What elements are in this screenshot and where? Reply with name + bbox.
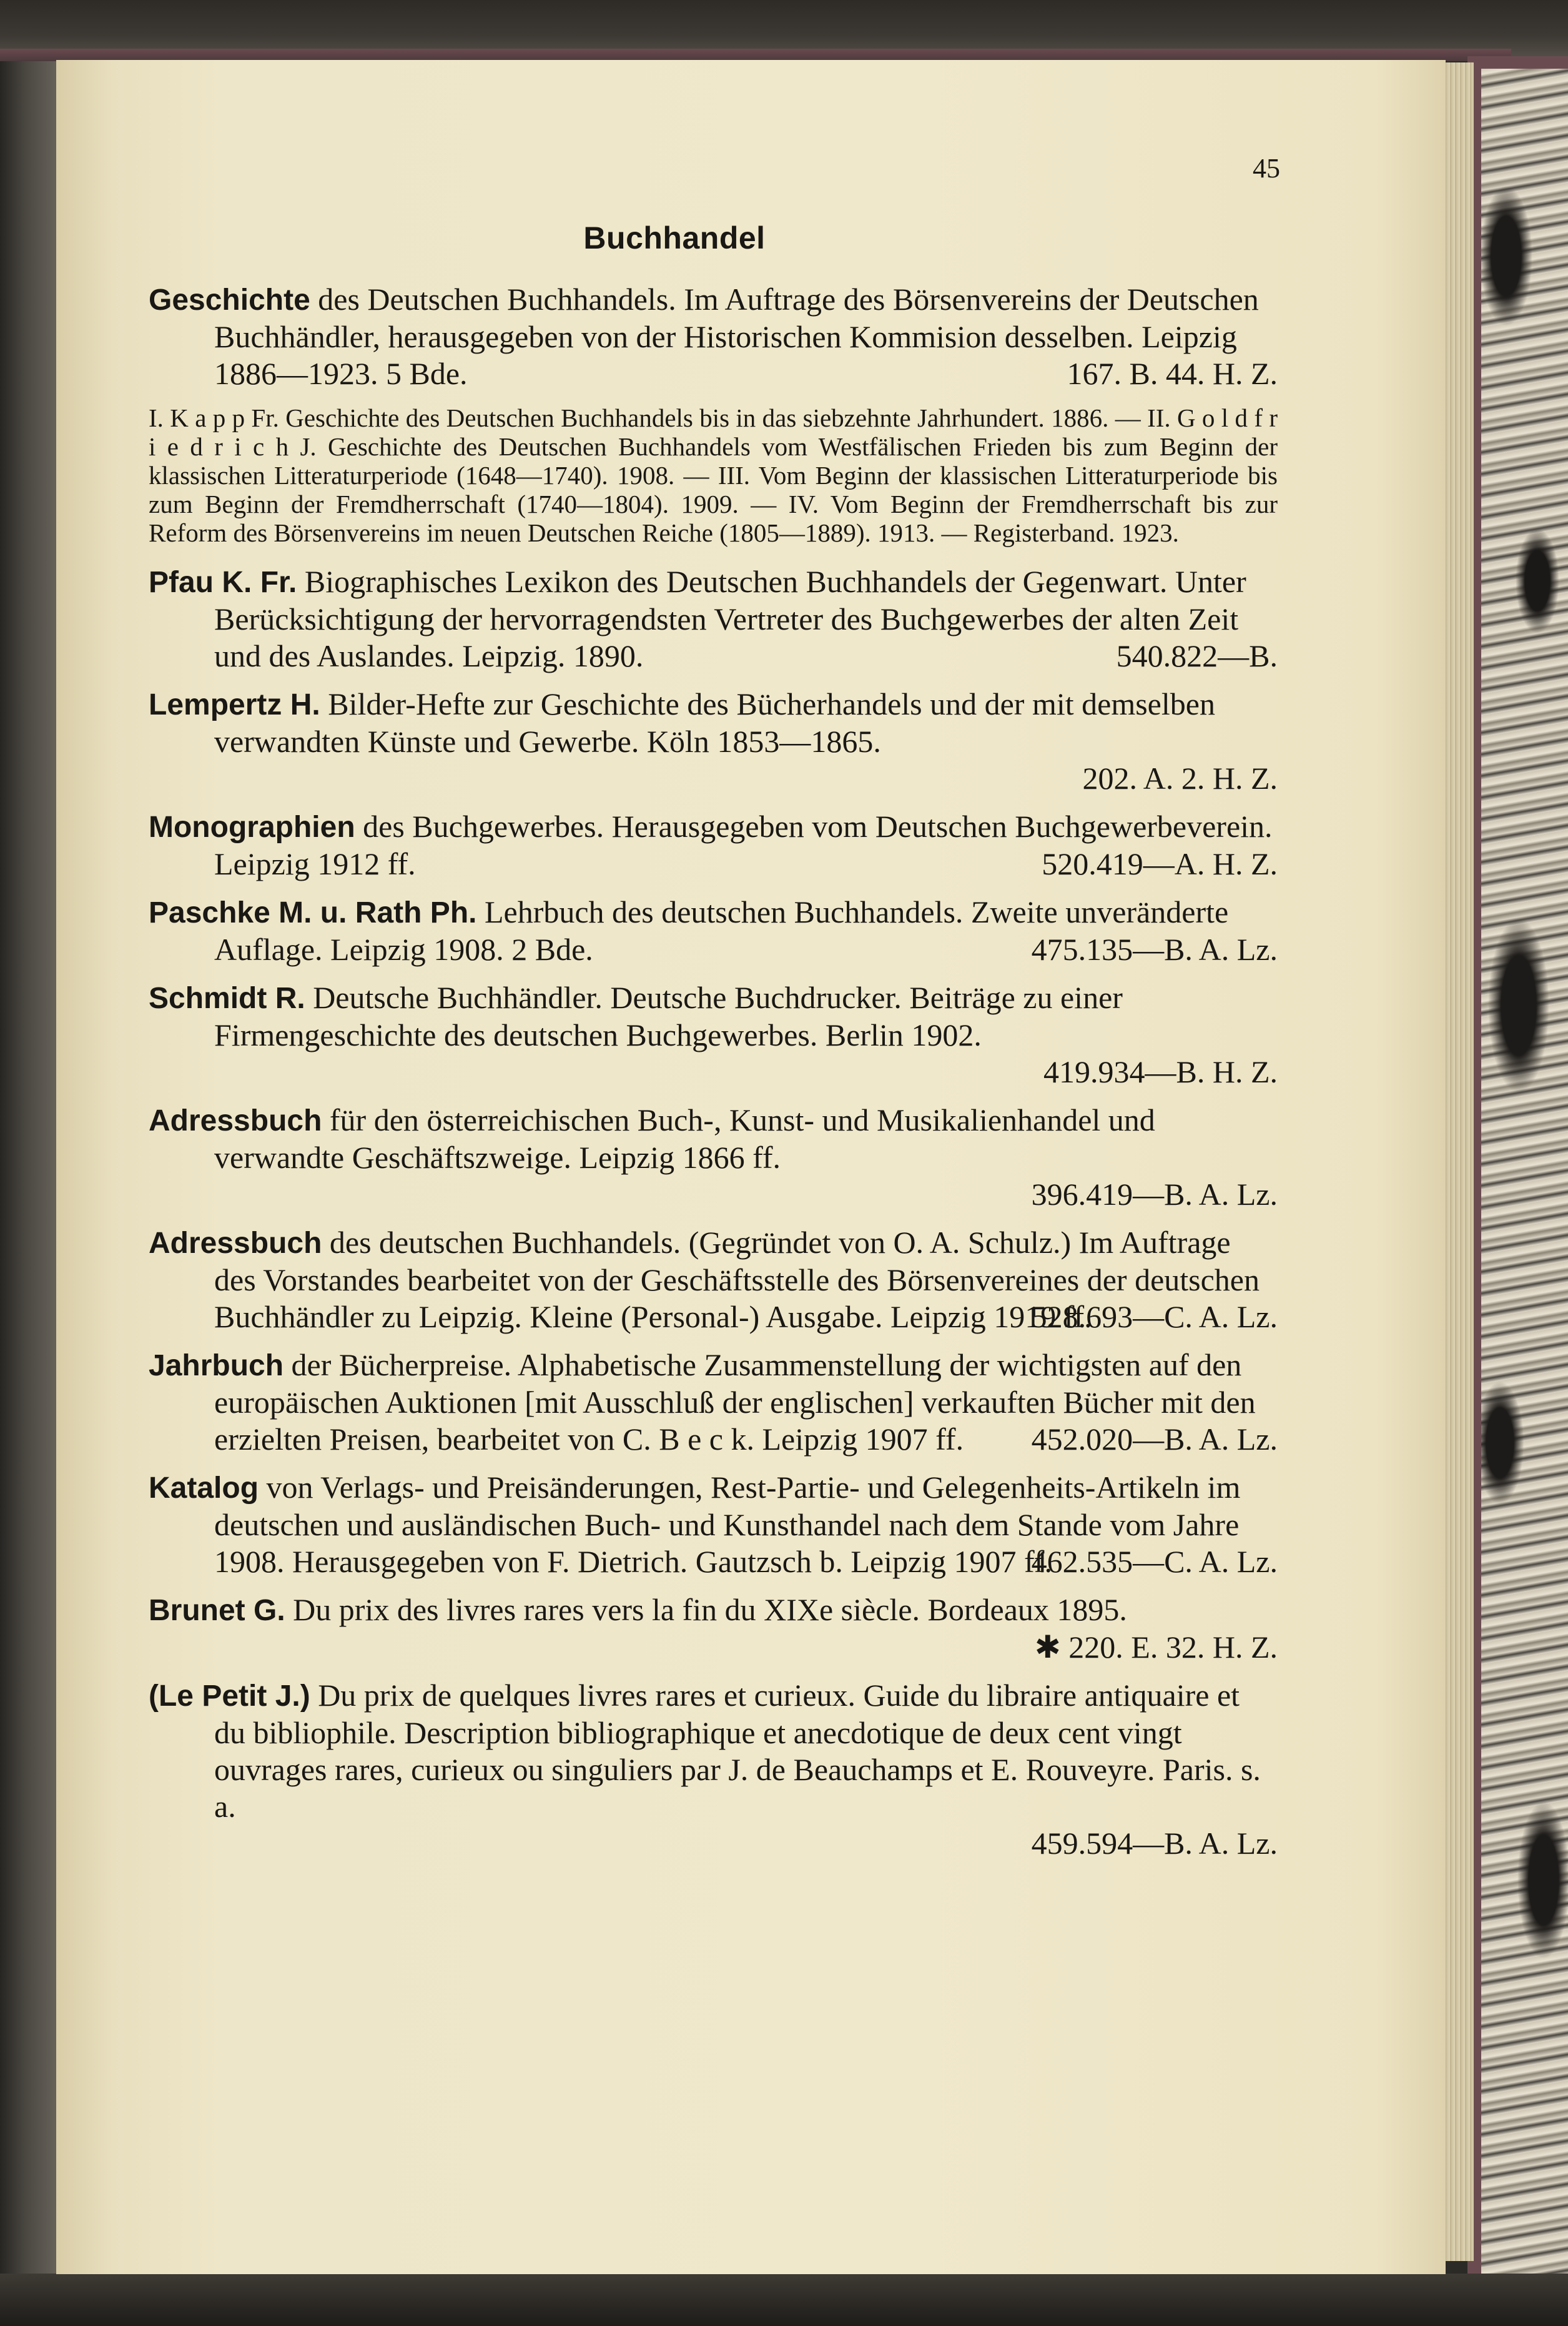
page-number: 45 — [1253, 153, 1280, 184]
entry-note: I. K a p p Fr. Geschichte des Deutschen Buchhandels bis in das siebzehnte Jahrhundert. 1886. — II. G o l d f r i e d r i c h J. Geschichte des Deutschen Buchhandels vom Westfälischen Frieden bis zum Beginn der klassischen Litteraturperiode (1648—1740). 1908. — III. Vom Beginn der klassischen Litteraturperiode bis zum Beginn der Fremdherrschaft (1740—1804). 1909. — IV. Vom Beginn der Fremdherrschaft bis zur Reform des Börsenvereins im neuen Deutschen Reiche (1805—1889). 1913. — Registerband. 1923. — [149, 403, 1278, 547]
running-title: Buchhandel — [583, 220, 766, 255]
entry-heading: (Le Petit J.) — [149, 1680, 310, 1713]
entry-shelfmark: 462.535—C. A. Lz. — [1031, 1544, 1278, 1579]
entry-text: von Verlags- und Preisänderungen, Rest-Partie- und Gelegenheits-Artikeln im deutschen und ausländischen Buch- und Kunsthandel nach dem Stande vom Jahre 1908. Herausgegeben von F. Dietrich. Gautzsch b. Leipzig 1907 ff. — [214, 1470, 1241, 1579]
bibliography-entry — [149, 808, 1278, 883]
entry-shelfmark: 459.594—B. A. Lz. — [1031, 1826, 1278, 1861]
bibliography-entry — [149, 1347, 1278, 1458]
entry-heading: Adressbuch — [149, 1104, 322, 1137]
bibliography-entry — [149, 563, 1278, 675]
entry-text: Deutsche Buchhändler. Deutsche Buchdrucker. Beiträge zu einer Firmengeschichte des deutschen Buchgewerbes. Berlin 1902. — [214, 980, 1123, 1052]
scan-background-bottom — [0, 2274, 1568, 2326]
entry-shelfmark: 528.693—C. A. Lz. — [1031, 1299, 1278, 1334]
entry-heading: Adressbuch — [149, 1227, 322, 1260]
entry-shelfmark: ✱ 220. E. 32. H. Z. — [1034, 1630, 1278, 1665]
entry-text: für den österreichischen Buch-, Kunst- und Musikalienhandel und verwandte Geschäftszweige. Leipzig 1866 ff. — [214, 1102, 1155, 1175]
entry-heading: Paschke M. u. Rath Ph. — [149, 896, 477, 929]
entry-heading: Lempertz H. — [149, 688, 320, 721]
bibliography-entry — [149, 1469, 1278, 1580]
entry-heading: Jahrbuch — [149, 1349, 284, 1382]
entry-text: des Deutschen Buchhandels. Im Auftrage des Börsenvereins der Deutschen Buchhändler, herausgegeben von der Historischen Kommision desselben. Leipzig 1886—1923. 5 Bde. — [214, 282, 1259, 391]
entry-shelfmark: 419.934—B. H. Z. — [1043, 1054, 1278, 1089]
entry-heading: Brunet G. — [149, 1594, 285, 1627]
bibliography-entry — [149, 686, 1278, 797]
entry-heading: Pfau K. Fr. — [149, 566, 297, 599]
bibliography-entry — [149, 894, 1278, 968]
book-page — [56, 60, 1446, 2274]
scan-background-left — [0, 0, 56, 2326]
bibliography-entry — [149, 1102, 1278, 1213]
entry-shelfmark: 452.020—B. A. Lz. — [1031, 1422, 1278, 1457]
entry-shelfmark: 396.419—B. A. Lz. — [1031, 1177, 1278, 1212]
entry-text: des Buchgewerbes. Herausgegeben vom Deutschen Buchgewerbeverein. Leipzig 1912 ff. — [214, 809, 1273, 881]
entry-heading: Schmidt R. — [149, 982, 305, 1015]
bibliography-list — [149, 281, 1278, 1873]
bibliography-entry — [149, 1677, 1278, 1862]
bibliography-entry — [149, 281, 1278, 392]
bibliography-entry — [149, 1224, 1278, 1335]
page-edges — [1442, 62, 1474, 2261]
entry-text: Du prix de quelques livres rares et curieux. Guide du libraire antiquaire et du bibliophile. Description bibliographique et anecdotique de deux cent vingt ouvrages rares, curieux ou singuliers par J. de Beauchamps et E. Rouveyre. Paris. s. a. — [214, 1678, 1261, 1824]
entry-shelfmark: 520.419—A. H. Z. — [1042, 846, 1278, 881]
entry-heading: Katalog — [149, 1472, 259, 1505]
entry-shelfmark: 167. B. 44. H. Z. — [1067, 356, 1278, 391]
entry-shelfmark: 475.135—B. A. Lz. — [1031, 932, 1278, 967]
entry-text: Bilder-Hefte zur Geschichte des Bücherhandels und der mit demselben verwandten Künste und Gewerbe. Köln 1853—1865. — [214, 686, 1215, 759]
book-cover-top-edge — [0, 49, 1511, 61]
entry-text: Lehrbuch des deutschen Buchhandels. Zweite unveränderte Auflage. Leipzig 1908. 2 Bde. — [214, 894, 1229, 967]
entry-text: der Bücherpreise. Alphabetische Zusammenstellung der wichtigsten auf den europäischen Auktionen [mit Ausschluß der englischen] verkauften Bücher mit den erzielten Preisen, bearbeitet von C. B e c k. Leipzig 1907 ff. — [214, 1347, 1256, 1457]
entry-text: des deutschen Buchhandels. (Gegründet von O. A. Schulz.) Im Auftrage des Vorstandes bearbeitet von der Geschäftsstelle des Börsenvereines der deutschen Buchhändler zu Leipzig. Kleine (Personal-) Ausgabe. Leipzig 1919 ff. — [214, 1225, 1260, 1334]
entry-shelfmark: 202. A. 2. H. Z. — [1082, 761, 1278, 796]
entry-heading: Monographien — [149, 811, 355, 844]
entry-text: Du prix des livres rares vers la fin du XIXe siècle. Bordeaux 1895. — [293, 1592, 1127, 1627]
bibliography-entry — [149, 979, 1278, 1091]
entry-text: Biographisches Lexikon des Deutschen Buchhandels der Gegenwart. Unter Berücksichtigung der hervorragendsten Vertreter des Buchgewerbes der alten Zeit und des Auslandes. Leipzig. 1890. — [214, 564, 1246, 673]
marbled-endpaper — [1481, 69, 1568, 2280]
bibliography-entry — [149, 1591, 1278, 1666]
entry-heading: Geschichte — [149, 284, 310, 317]
entry-shelfmark: 540.822—B. — [1116, 638, 1278, 673]
